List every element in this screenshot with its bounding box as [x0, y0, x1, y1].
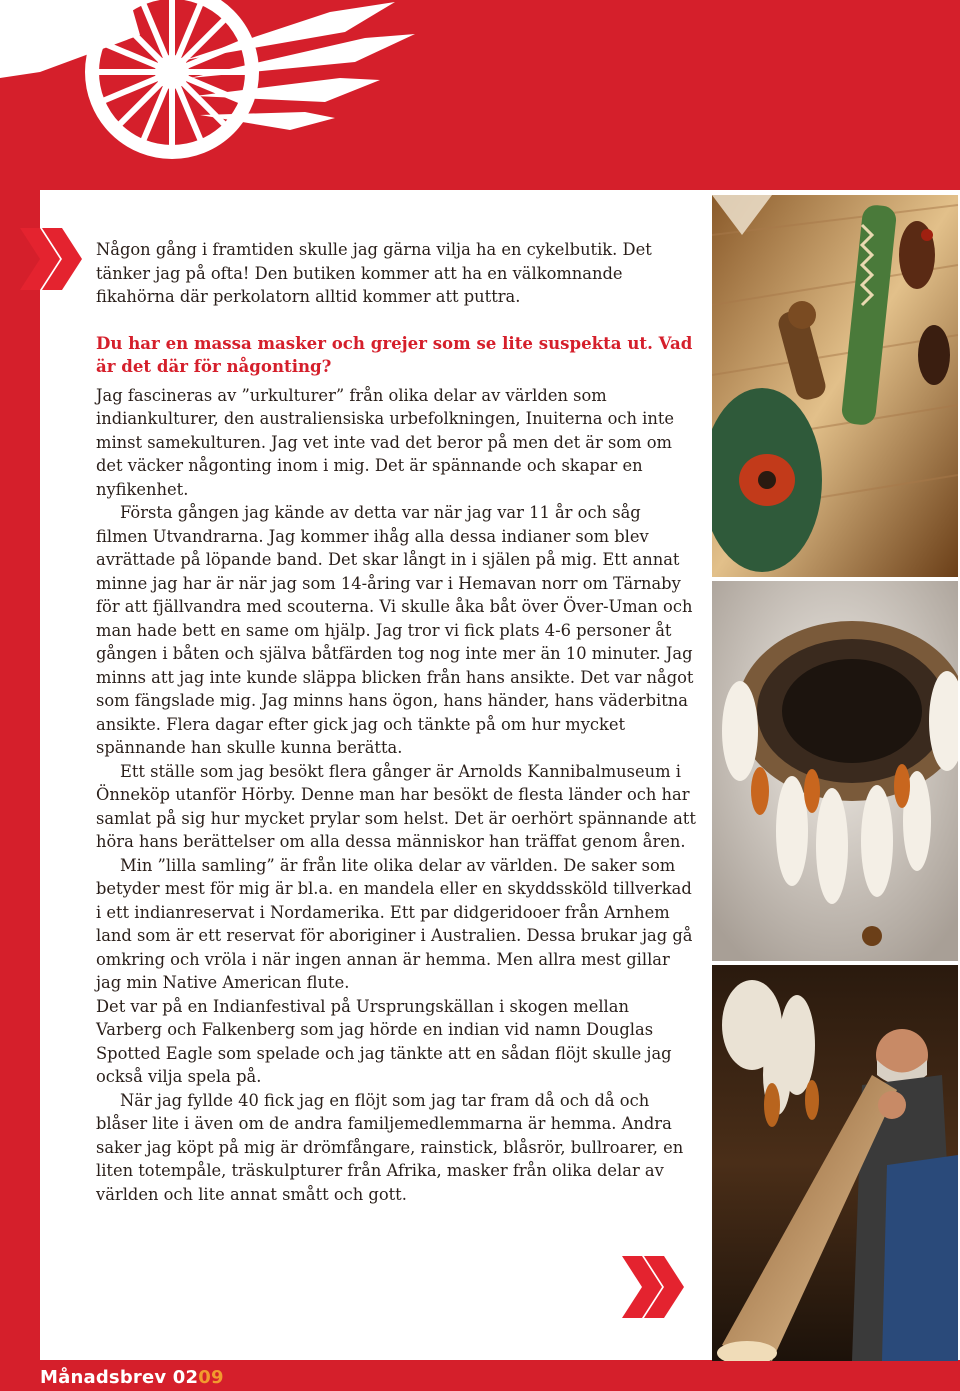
masks-photo	[712, 195, 958, 577]
double-chevron-right-icon	[20, 228, 84, 290]
intro-paragraph: Någon gång i framtiden skulle jag gärna vilja ha en cykelbutik. Det tänker jag på ofta! Den butiken kommer att ha en välkomnande fikahörna där perkolatorn alltid kommer att puttra.	[96, 240, 652, 306]
footer-issue-label	[40, 1364, 224, 1391]
answer-paragraph: Min ”lilla samling” är från lite olika delar av världen. De saker som betyder mest för mig är bl.a. en mandela eller en skyddssköld tillverkad i ett indianreservat i Nordamerika. Ett par didgeridooer från Arnhem land som är ett reservat för aboriginer i Australien. Dessa brukar jag gå omkring och vröla i när ingen annan är hemma. Men allra mest gillar jag min Native American flute.	[96, 855, 693, 992]
answer-paragraph: Det var på en Indianfestival på Ursprungskällan i skogen mellan Varberg och Falkenberg som jag hörde en indian vid namn Douglas Spotted Eagle som spelade och jag tänkte att en sådan flöjt skulle jag också vilja spela på.	[96, 996, 672, 1086]
interview-question: Du har en massa masker och grejer som se lite suspekta ut. Vad är det där för någonting?	[96, 332, 693, 376]
issue-number: 0209	[172, 1367, 224, 1388]
dreamcatcher-photo	[712, 581, 958, 961]
answer-paragraph: Jag fascineras av ”urkulturer” från olika delar av världen som indiankulturer, den australiensiska urbefolkningen, Inuiterna och inte minst samekulturen. Jag vet inte vad det beror på men det är som om det väcker någonting inom i mig. Det är spännande och skapar en nyfikenhet.	[96, 385, 675, 499]
answer-paragraph: Första gången jag kände av detta var när jag var 11 år och såg filmen Utvandrarna. Jag kommer ihåg alla dessa indianer som blev avrättade på löpande band. Det skar långt in i själen på mig. Ett annat minne jag har är när jag som 14-åring var i Hemavan norr om Tärnaby för att fjällvandra med scouterna. Vi skulle åka båt över Över-Uman och man hade bett en same om hjälp. Jag tror vi fick plats 4-6 personer åt gången i båten och själva båtfärden tog nog inte mer än 10 minuter. Jag minns att jag inte kunde släppa blicken från hans ansikte. Det var något som fängslade mig. Jag minns hans ögon, hans händer, hans väderbitna ansikte. Flera dagar efter gick jag och tänkte på om hur mycket spännande han skulle kunna berätta.	[96, 503, 694, 757]
answer-paragraph: När jag fyllde 40 fick jag en flöjt som jag tar fram då och då och blåser lite i även om de andra familjemedlemmarna är hemma. Andra saker jag köpt på mig är drömfångare, rainstick, blåsrör, bullroarer, en liten totempåle, träskulpturer från Afrika, masker från olika delar av världen och lite annat smått och gott.	[96, 1090, 684, 1204]
answer-paragraph: Ett ställe som jag besökt flera gånger är Arnolds Kannibalmuseum i Önneköp utanför Hörby. Denne man har besökt de flesta länder och har samlat på sig hur mycket prylar som helst. Det är oerhört spännande att höra hans berättelser om alla dessa människor han träffat genom åren.	[96, 761, 696, 851]
newsletter-title: Månadsbrev	[40, 1367, 167, 1388]
didgeridoo-photo	[712, 965, 958, 1361]
double-chevron-right-icon	[622, 1256, 686, 1318]
winged-wheel-logo-icon	[0, 0, 420, 180]
article-body	[96, 238, 696, 1206]
